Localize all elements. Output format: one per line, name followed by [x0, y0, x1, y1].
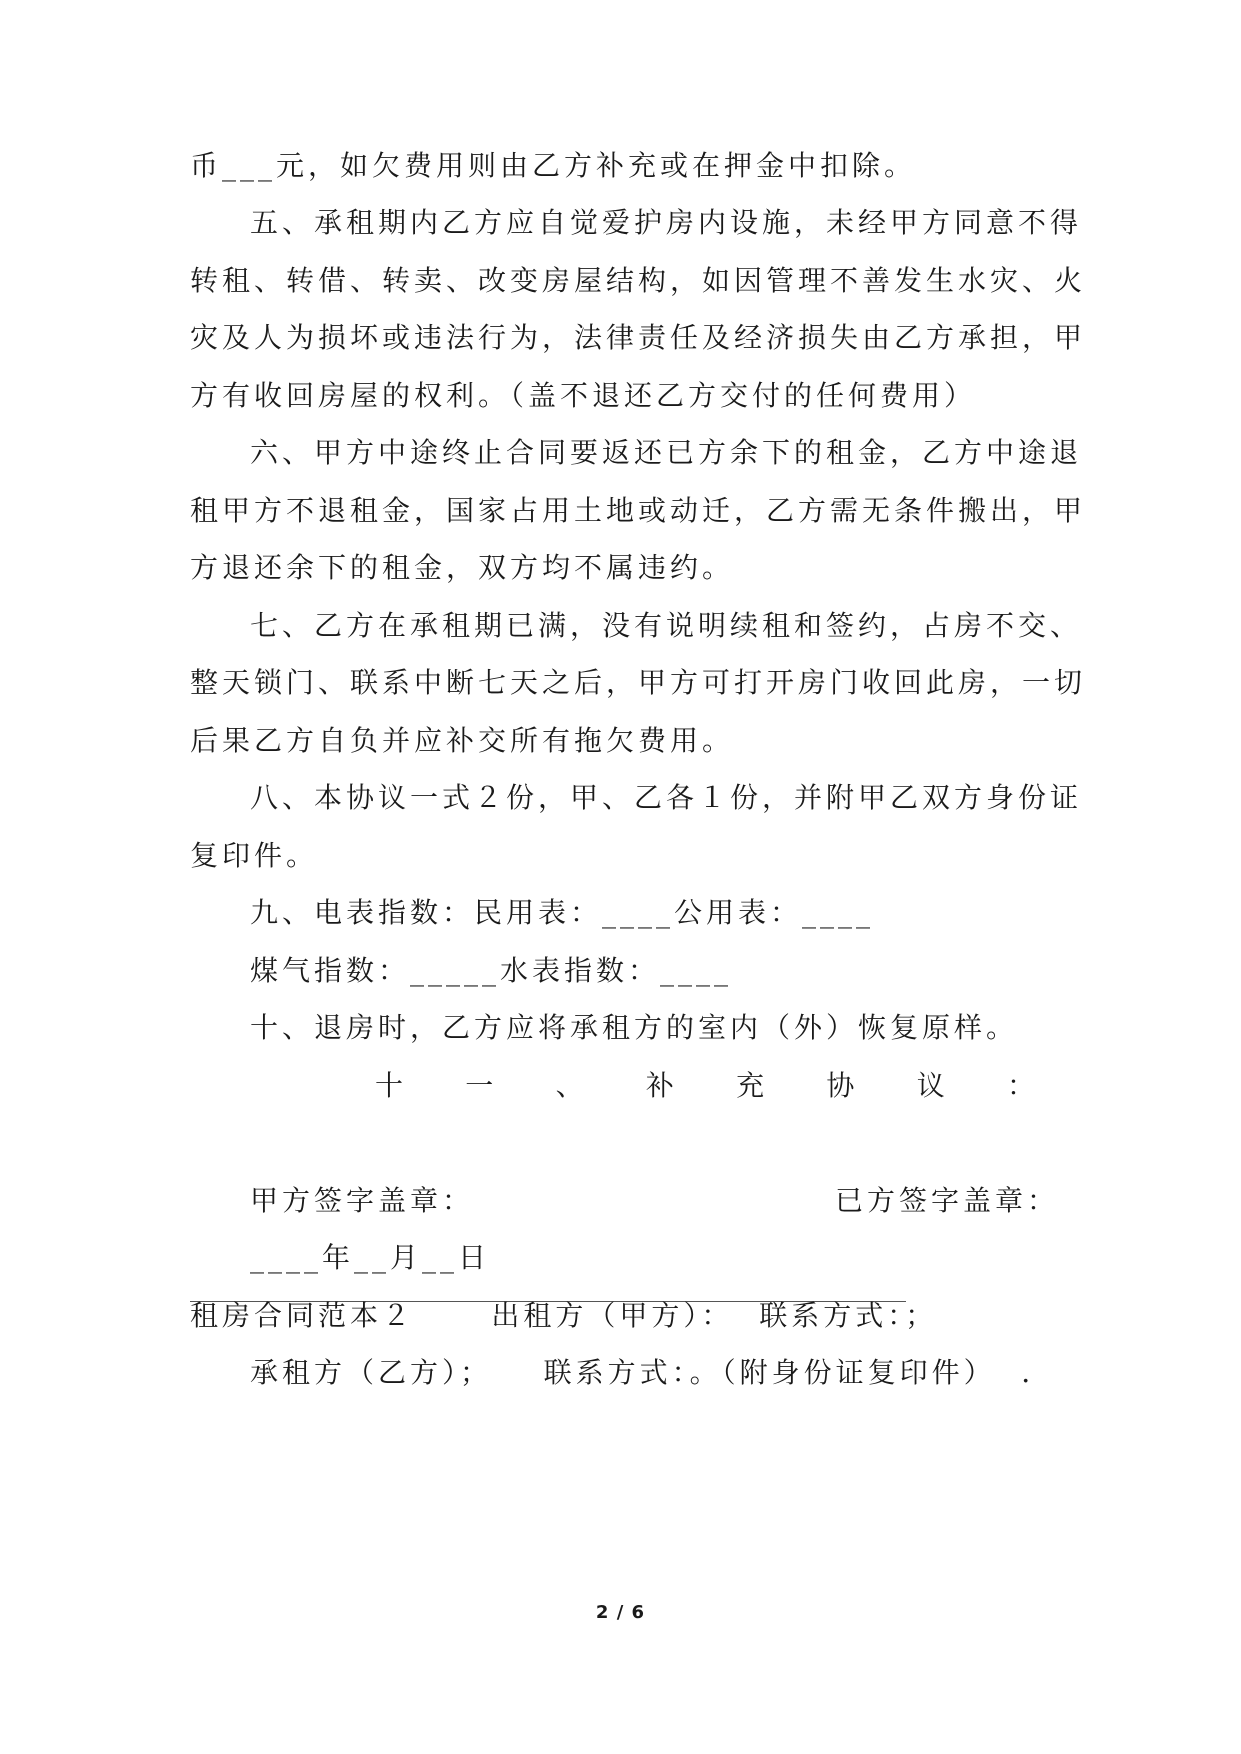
supplement-heading	[375, 1066, 1035, 1106]
text-line: 灾及人为损坏或违法行为，法律责任及经济损失由乙方承担，甲	[190, 321, 1087, 354]
text-line: 煤气指数：_____水表指数：____	[250, 954, 733, 987]
tenant-line: 承租方（乙方）； 联系方式：。（附身份证复印件） ．	[250, 1356, 1054, 1389]
supplement-char: 协	[826, 1069, 855, 1102]
text-line: 转租、转借、转卖、改变房屋结构，如因管理不善发生水灾、火	[190, 264, 1087, 297]
text-line: 六、甲方中途终止合同要返还已方余下的租金，乙方中途退	[250, 436, 1083, 469]
supplement-char: 十	[375, 1069, 404, 1102]
supplement-char: 补	[645, 1069, 674, 1102]
page-number: 2 / 6	[595, 1602, 646, 1623]
text-line: 方退还余下的租金，双方均不属违约。	[190, 551, 735, 584]
supplement-char: 议	[916, 1069, 945, 1102]
party-b-signature: 已方签字盖章：	[835, 1184, 1060, 1217]
text-line: 七、乙方在承租期已满，没有说明续租和签约，占房不交、	[250, 609, 1083, 642]
text-line: 方有收回房屋的权利。（盖不退还乙方交付的任何费用）	[190, 379, 977, 412]
text-line: 后果乙方自负并应补交所有拖欠费用。	[190, 724, 735, 757]
supplement-char: 一	[465, 1069, 494, 1102]
text-line: 币___元，如欠费用则由乙方补充或在押金中扣除。	[190, 149, 917, 182]
text-line: 八、本协议一式２份，甲、乙各１份，并附甲乙双方身份证	[250, 781, 1083, 814]
text-line: 十、退房时，乙方应将承租方的室内（外）恢复原样。	[250, 1011, 1019, 1044]
template2-line: 租房合同范本２ 出租方（甲方）： 联系方式：；	[190, 1299, 938, 1332]
text-line: 五、承租期内乙方应自觉爱护房内设施，未经甲方同意不得	[250, 206, 1083, 239]
supplement-char: 充	[736, 1069, 765, 1102]
party-a-signature: 甲方签字盖章：	[250, 1184, 475, 1217]
text-line: 复印件。	[190, 839, 319, 872]
text-line: 九、电表指数：民用表：____公用表：____	[250, 896, 875, 929]
supplement-char: 、	[555, 1069, 584, 1102]
supplement-char: ：	[1006, 1069, 1035, 1102]
text-line: 租甲方不退租金，国家占用土地或动迁，乙方需无条件搬出，甲	[190, 494, 1087, 527]
text-line: 整天锁门、联系中断七天之后，甲方可打开房门收回此房，一切	[190, 666, 1087, 699]
date-line: ____年__月__日	[250, 1241, 491, 1274]
